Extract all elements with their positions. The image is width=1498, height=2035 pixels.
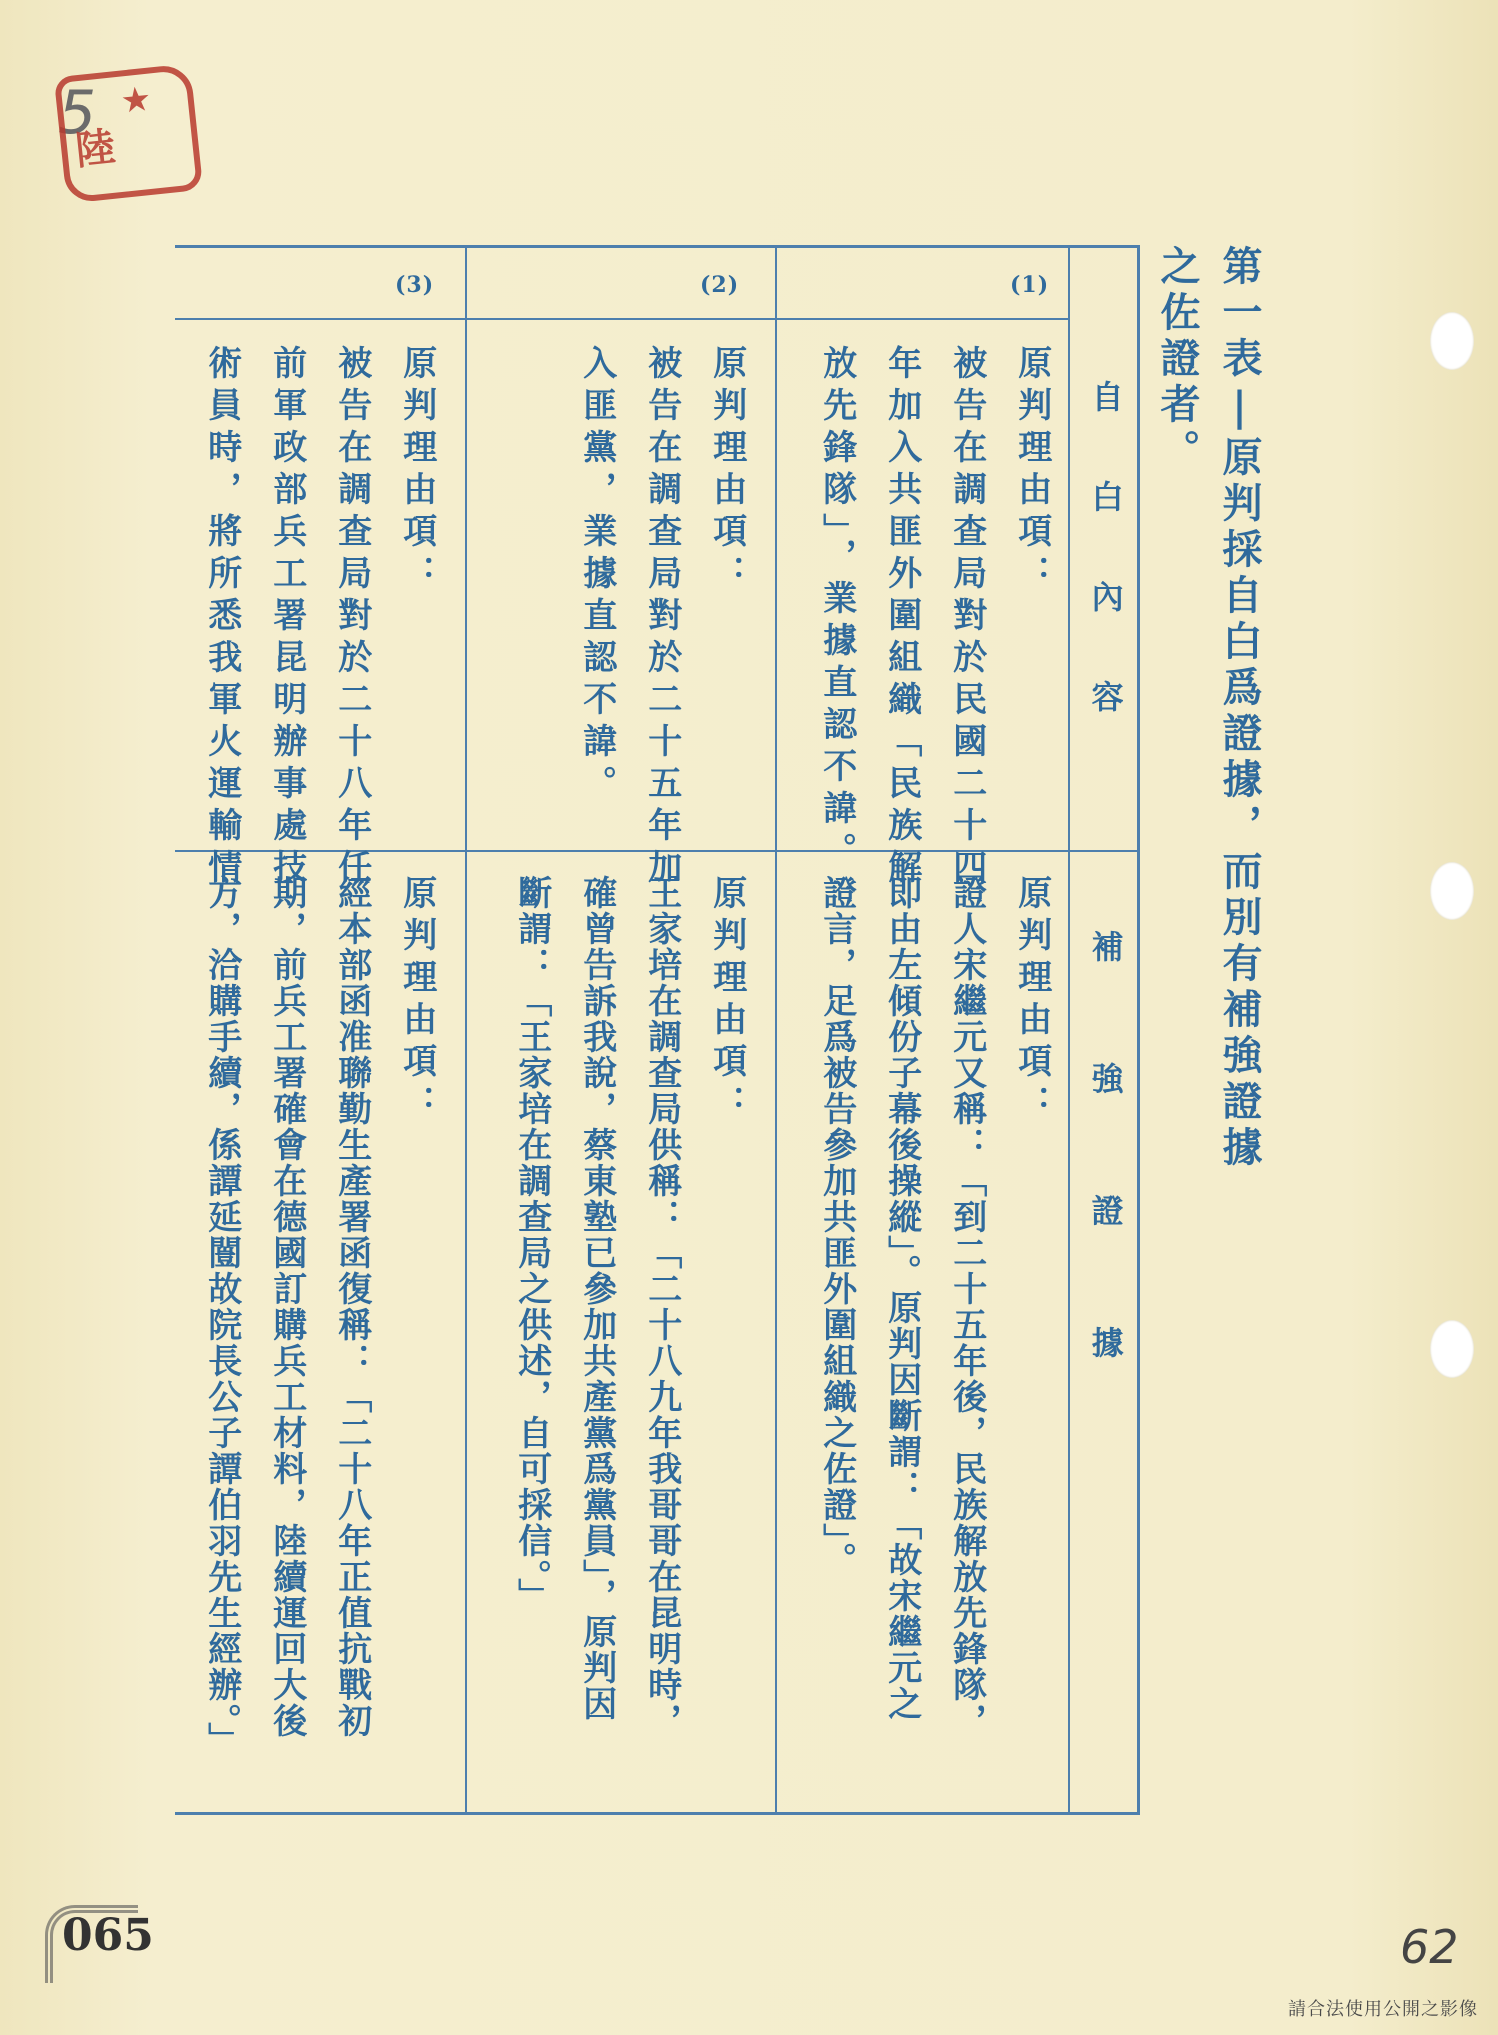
row3-confession-line-1: 原判理由項： [396,345,437,597]
row2-confession-line-1: 原判理由項： [706,345,747,597]
handwritten-page-number: 62 [1400,1920,1459,1974]
document-title: 第一表|原判採自白爲證據，而別有補強證據之佐證者。 [1154,245,1263,1172]
table-top-border [175,245,1140,248]
stamp-glyph: ★ [120,81,152,120]
row-label-2: (2) [700,272,740,298]
punch-hole [1430,1320,1474,1378]
table-header-col-divider [1068,245,1070,1815]
stamp-char: 陸 [73,123,118,175]
row1-evidence-line-4: 證言，足爲被告參加共匪外圍組織之佐證」。 [816,875,857,1578]
row3-evidence-line-3: 期，前兵工署確會在德國訂購兵工材料，陸續運回大後 [266,875,307,1739]
table-row-divider-1 [775,245,777,1815]
row2-evidence-line-4: 斷謂：「王家培在調查局之供述，自可採信。」 [511,875,552,1614]
handwritten-mark: 5 [58,78,97,148]
table-outer-right [1137,245,1140,1815]
table-row-divider-2 [465,245,467,1815]
row2-evidence-line-3: 確曾告訴我說，蔡東塾已參加共產黨爲黨員」，原判因 [576,875,617,1722]
row1-confession-line-2: 被告在調查局對於民國二十四 [946,345,987,891]
row3-evidence-line-2: 經本部函准聯勤生產署函復稱：「二十八年正值抗戰初 [331,875,372,1739]
row-label-1: (1) [1010,272,1050,298]
row1-evidence-line-2: 證人宋繼元又稱：「到二十五年後，民族解放先鋒隊， [946,875,987,1739]
row2-evidence-line-1: 原判理由項： [706,875,747,1127]
row1-confession-line-1: 原判理由項： [1011,345,1052,597]
row3-confession-line-4: 術員時，將所悉我軍火運輸情 [201,345,242,891]
header-confession: 自白內容 [1086,380,1125,780]
row1-evidence-line-1: 原判理由項： [1011,875,1052,1127]
row2-evidence-line-2: 王家培在調查局供稱：「二十八九年我哥哥在昆明時， [641,875,682,1739]
header-corroboration: 補強證據 [1086,930,1125,1458]
row3-confession-line-3: 前軍政部兵工署昆明辦事處技 [266,345,307,891]
row2-confession-line-3: 入匪黨，業據直認不諱。 [576,345,617,807]
usage-footer: 請合法使用公開之影像 [1288,1999,1478,2020]
row2-confession-line-2: 被告在調查局對於二十五年加 [641,345,682,891]
row1-confession-line-3: 年加入共匪外圍組織「民族解 [881,345,922,891]
row1-confession-line-4: 放先鋒隊」，業據直認不諱。 [816,345,857,874]
punch-hole [1430,312,1474,370]
row3-evidence-line-4: 方，洽購手續，係譚延闓故院長公子譚伯羽先生經辦。」 [201,875,242,1758]
table-header-divider [175,318,1068,320]
punch-hole [1430,862,1474,920]
row-label-3: (3) [395,272,435,298]
seal-stamp [54,63,204,204]
archive-page-number: 065 [62,1910,154,1961]
row1-evidence-line-3: 即由左傾份子幕後操縱」。原判因斷謂：「故宋繼元之 [881,875,922,1722]
row3-evidence-line-1: 原判理由項： [396,875,437,1127]
table-bottom-border [175,1812,1140,1815]
row3-confession-line-2: 被告在調查局對於二十八年任 [331,345,372,891]
